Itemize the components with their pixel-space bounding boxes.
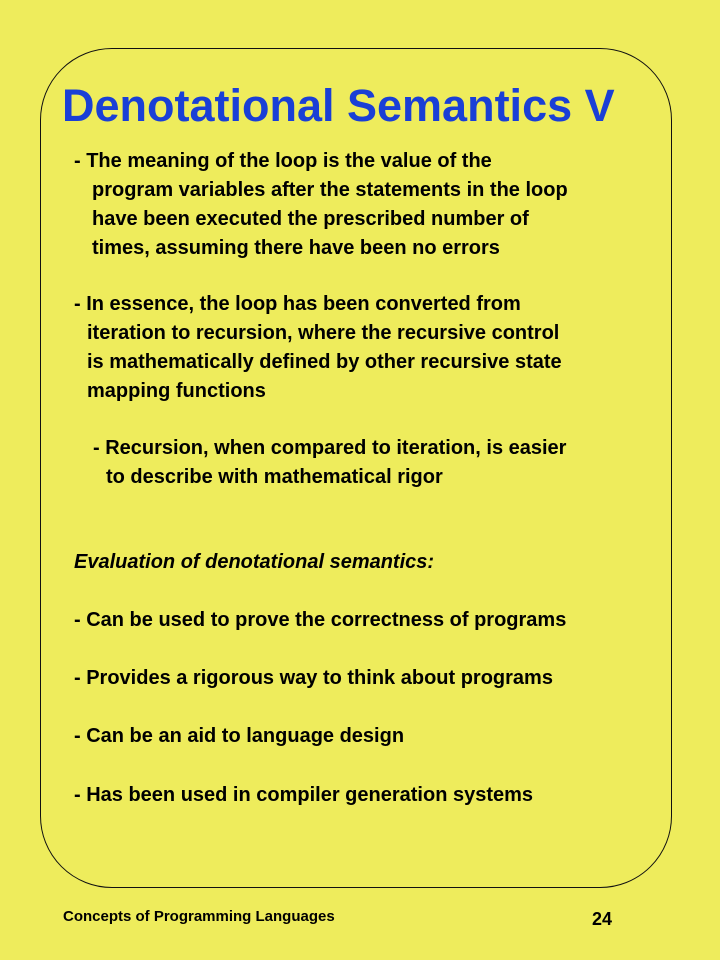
recursion-line-2: to describe with mathematical rigor (106, 466, 443, 488)
evaluation-point-3: - Can be an aid to language design (74, 725, 405, 747)
loop-meaning-line-3: have been executed the prescribed number of (92, 208, 529, 230)
loop-meaning-line-4: times, assuming there have been no errors (92, 237, 500, 259)
recursion-line-1: - Recursion, when compared to iteration, is easier (93, 437, 567, 459)
evaluation-heading: Evaluation of denotational semantics: (74, 551, 435, 573)
slide-title: Denotational Semantics V (62, 80, 615, 131)
evaluation-point-1: - Can be used to prove the correctness of programs (74, 609, 567, 631)
footer-page-number: 24 (592, 909, 613, 929)
essence-line-1: - In essence, the loop has been converted from (74, 293, 521, 315)
loop-meaning-line-1: - The meaning of the loop is the value of the (74, 150, 492, 172)
evaluation-point-2: - Provides a rigorous way to think about programs (74, 667, 553, 689)
essence-line-3: is mathematically defined by other recursive state (87, 351, 562, 373)
footer-course-name: Concepts of Programming Languages (63, 908, 335, 925)
essence-line-2: iteration to recursion, where the recursive control (87, 322, 560, 344)
evaluation-point-4: - Has been used in compiler generation systems (74, 784, 534, 806)
loop-meaning-line-2: program variables after the statements in the loop (92, 179, 568, 201)
essence-line-4: mapping functions (87, 380, 266, 402)
